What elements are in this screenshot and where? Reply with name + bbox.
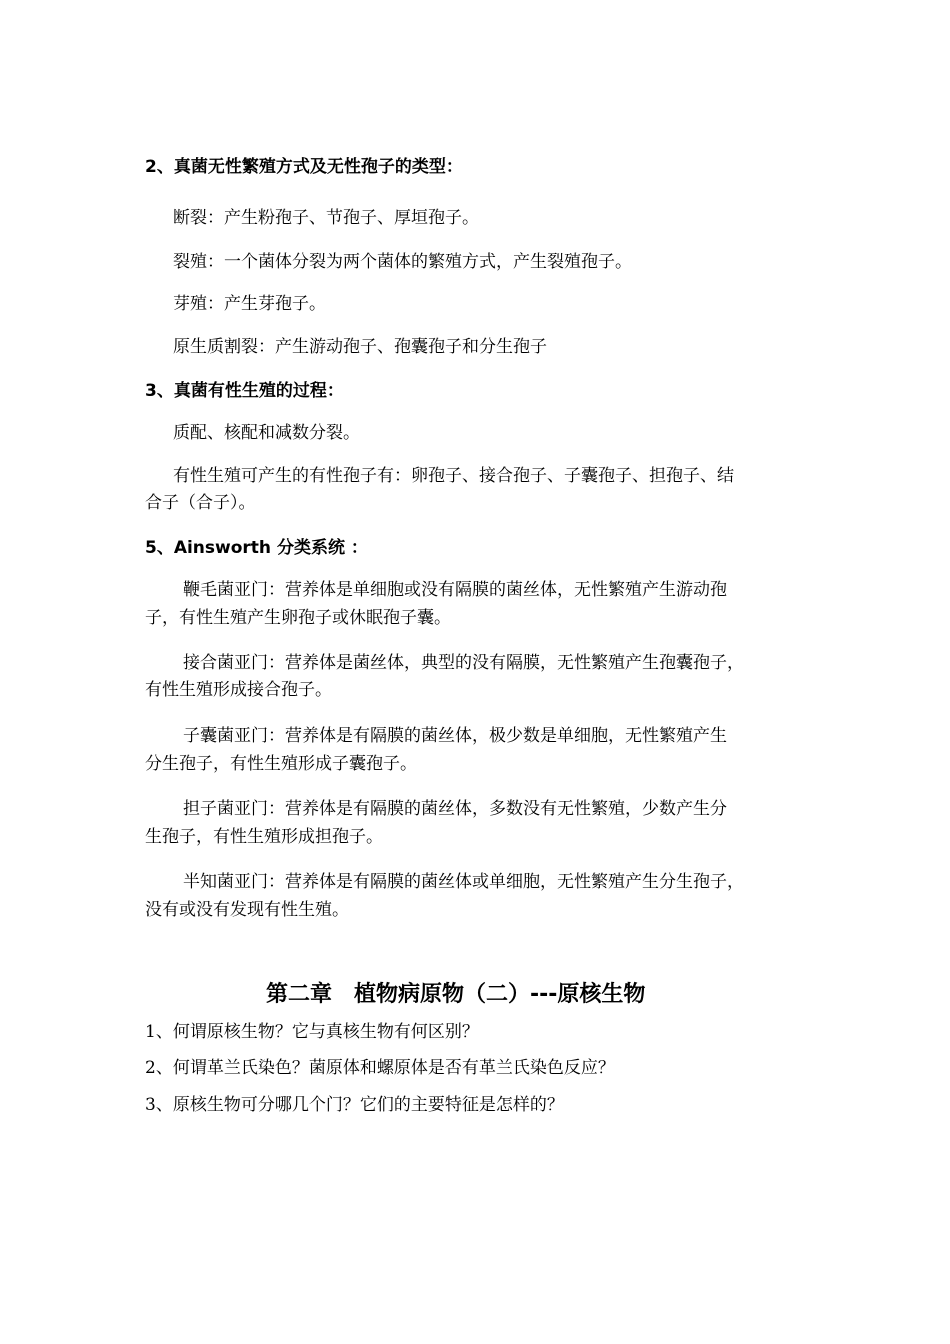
question-item: 1、何谓原核生物？它与真核生物有何区别？ [145,1022,479,1042]
subphylum-paragraph: 分生孢子，有性生殖形成子囊孢子。 [145,754,417,774]
chapter-title: 第二章 植物病原物（二）---原核生物 [266,982,646,1007]
subphylum-paragraph: 担子菌亚门：营养体是有隔膜的菌丝体，多数没有无性繁殖，少数产生分 [183,799,727,819]
asexual-item: 裂殖：一个菌体分裂为两个菌体的繁殖方式，产生裂殖孢子。 [173,252,632,272]
sexual-paragraph: 合子（合子）。 [145,493,256,513]
ainsworth-heading: 5、Ainsworth 分类系统 ： [145,538,368,558]
sexual-paragraph: 有性生殖可产生的有性孢子有：卵孢子、接合孢子、子囊孢子、担孢子、结 [173,466,734,486]
subphylum-paragraph: 生孢子，有性生殖形成担孢子。 [145,827,383,847]
sexual-paragraph: 质配、核配和减数分裂。 [173,423,360,443]
sexual-heading: 3、真菌有性生殖的过程： [145,381,344,401]
asexual-item: 芽殖：产生芽孢子。 [173,294,326,314]
question-item: 2、何谓革兰氏染色？菌原体和螺原体是否有革兰氏染色反应？ [145,1058,615,1078]
subphylum-paragraph: 半知菌亚门：营养体是有隔膜的菌丝体或单细胞，无性繁殖产生分生孢子， [183,872,744,892]
subphylum-paragraph: 子，有性生殖产生卵孢子或休眠孢子囊。 [145,608,451,628]
question-item: 3、原核生物可分哪几个门？它们的主要特征是怎样的？ [145,1095,564,1115]
subphylum-paragraph: 子囊菌亚门：营养体是有隔膜的菌丝体，极少数是单细胞，无性繁殖产生 [183,726,727,746]
subphylum-paragraph: 有性生殖形成接合孢子。 [145,680,332,700]
asexual-item: 原生质割裂：产生游动孢子、孢囊孢子和分生孢子 [173,337,547,357]
asexual-heading: 2、真菌无性繁殖方式及无性孢子的类型： [145,157,463,177]
subphylum-paragraph: 没有或没有发现有性生殖。 [145,900,349,920]
subphylum-paragraph: 接合菌亚门：营养体是菌丝体，典型的没有隔膜，无性繁殖产生孢囊孢子， [183,653,744,673]
subphylum-paragraph: 鞭毛菌亚门：营养体是单细胞或没有隔膜的菌丝体，无性繁殖产生游动孢 [183,580,727,600]
asexual-item: 断裂：产生粉孢子、节孢子、厚垣孢子。 [173,208,479,228]
